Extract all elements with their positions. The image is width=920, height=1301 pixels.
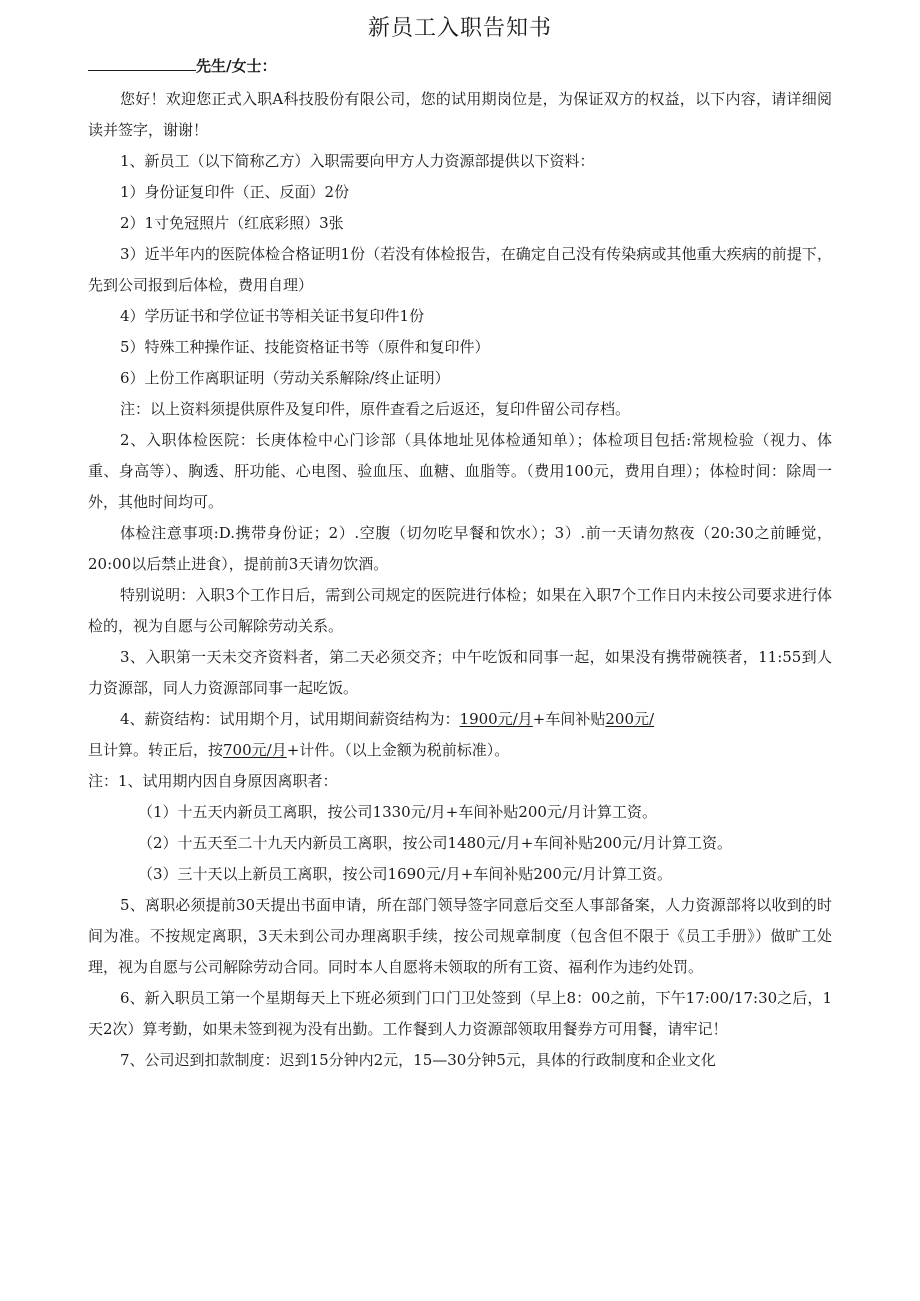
salary-suffix: +计件。（以上金额为税前标准）。 <box>286 741 510 759</box>
salutation-text: 先生/女士： <box>196 57 277 75</box>
regular-salary: 700元/月 <box>223 741 287 759</box>
name-blank-underline <box>88 55 196 71</box>
section-4-note-2: （2）十五天至二十九天内新员工离职，按公司1480元/月+车间补贴200元/月计算工资。 <box>138 834 733 852</box>
section-7: 7、公司迟到扣款制度：迟到15分钟内2元，15—30分钟5元，具体的行政制度和企业文化 <box>120 1051 716 1069</box>
section-1-item-1: 1）身份证复印件（正、反面）2份 <box>120 183 350 201</box>
section-1-intro: 1、新员工（以下简称乙方）入职需要向甲方人力资源部提供以下资料： <box>120 152 595 170</box>
section-1-item-6: 6）上份工作离职证明（劳动关系解除/终止证明） <box>120 369 450 387</box>
document-title: 新员工入职告知书 <box>367 16 552 41</box>
section-4-note-1: （1）十五天内新员工离职，按公司1330元/月+车间补贴200元/月计算工资。 <box>138 803 658 821</box>
salutation-line <box>88 55 276 77</box>
section-4-salary <box>88 704 832 735</box>
section-4-note-3: （3）三十天以上新员工离职，按公司1690元/月+车间补贴200元/月计算工资。 <box>138 865 673 883</box>
salary-mid-2: 旦计算。转正后，按 <box>88 741 224 759</box>
section-4-salary-cont <box>88 735 832 766</box>
section-2-notice: 体检注意事项:D.携带身份证；2）.空腹（切勿吃早餐和饮水）；3）.前一天请勿熬夜（20:30之前睡觉，20:00以后禁止进食），提前前3天请勿饮酒。 <box>88 524 832 573</box>
section-5: 5、离职必须提前30天提出书面申请，所在部门领导签字同意后交至人事部备案，人力资源部将以收到的时间为准。不按规定离职，3天未到公司办理离职手续，按公司规章制度（包含但不限于《员工手册》）做旷工处理，视为自愿与公司解除劳动合同。同时本人自愿将未领取的所有工资、福利作为违约处罚。 <box>88 896 832 976</box>
document-body <box>88 84 832 1076</box>
section-1-item-3: 3）近半年内的医院体检合格证明1份（若没有体检报告，在确定自己没有传染病或其他重大疾病的前提下，先到公司报到后体检，费用自理） <box>88 245 832 294</box>
section-3: 3、入职第一天未交齐资料者，第二天必须交齐；中午吃饭和同事一起，如果没有携带碗筷者，11:55到人力资源部，同人力资源部同事一起吃饭。 <box>88 648 832 697</box>
probation-salary: 1900元/月 <box>459 710 533 728</box>
section-2-exam: 2、入职体检医院：长庚体检中心门诊部（具体地址见体检通知单）；体检项目包括:常规检验（视力、体重、身高等）、胸透、肝功能、心电图、验血压、血糖、血脂等。（费用100元，费用自理）；体检时间：除周一外，其他时间均可。 <box>88 431 832 511</box>
salary-prefix: 4、薪资结构：试用期个月，试用期间薪资结构为： <box>120 710 460 728</box>
welcome-paragraph: 您好！欢迎您正式入职A科技股份有限公司，您的试用期岗位是，为保证双方的权益，以下内容，请详细阅读并签字，谢谢！ <box>88 90 832 139</box>
section-1-item-4: 4）学历证书和学位证书等相关证书复印件1份 <box>120 307 425 325</box>
section-6: 6、新入职员工第一个星期每天上下班必须到门口门卫处签到（早上8：00之前，下午17:00/17:30之后，1天2次）算考勤，如果未签到视为没有出勤。工作餐到人力资源部领取用餐券方可用餐，请牢记！ <box>88 989 832 1038</box>
workshop-allowance: 200元/ <box>605 710 655 728</box>
salary-mid-1: +车间补贴 <box>532 710 606 728</box>
section-1-note: 注：以上资料须提供原件及复印件，原件查看之后返还，复印件留公司存档。 <box>120 400 631 418</box>
section-2-special: 特别说明：入职3个工作日后，需到公司规定的医院进行体检；如果在入职7个工作日内未按公司要求进行体检的，视为自愿与公司解除劳动关系。 <box>88 586 832 635</box>
section-4-note-head: 注：1、试用期内因自身原因离职者： <box>88 772 338 790</box>
section-1-item-2: 2）1寸免冠照片（红底彩照）3张 <box>120 214 344 232</box>
section-1-item-5: 5）特殊工种操作证、技能资格证书等（原件和复印件） <box>120 338 490 356</box>
